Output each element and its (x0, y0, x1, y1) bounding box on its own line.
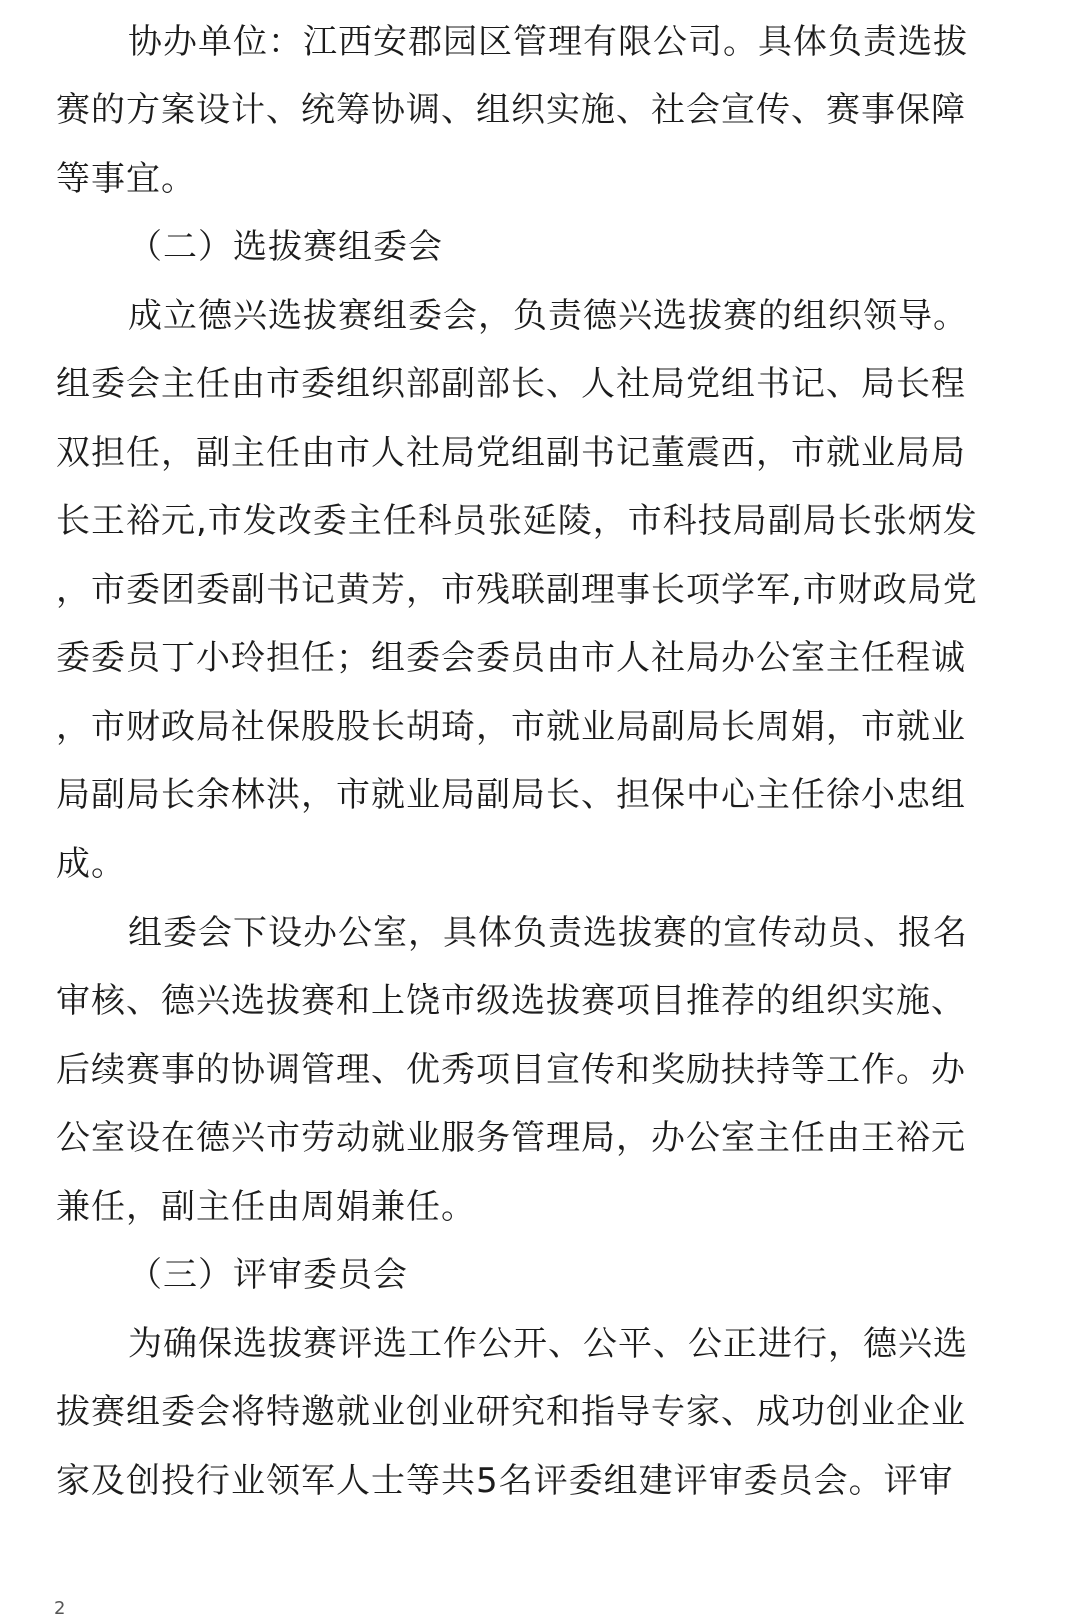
page-number: 2 (54, 1598, 66, 1619)
text-line: 兼任，副主任由周娟兼任。 (56, 1187, 476, 1227)
text-line: 家及创投行业领军人士等共5名评委组建评审委员会。评审 (56, 1461, 954, 1501)
text-line: 公室设在德兴市劳动就业服务管理局，办公室主任由王裕元 (56, 1118, 966, 1158)
text-line: 局副局长余林洪，市就业局副局长、担保中心主任徐小忠组 (56, 775, 966, 815)
text-line: 后续赛事的协调管理、优秀项目宣传和奖励扶持等工作。办 (56, 1050, 966, 1090)
text-line: ，市财政局社保股股长胡琦，市就业局副局长周娟，市就业 (56, 707, 966, 747)
section-heading: （二）选拔赛组委会 (128, 227, 443, 267)
text-line: 双担任，副主任由市人社局党组副书记董震西，市就业局局 (56, 433, 966, 473)
text-line: 成立德兴选拔赛组委会，负责德兴选拔赛的组织领导。 (128, 296, 968, 336)
text-line: 成。 (56, 844, 126, 884)
text-line: 等事宜。 (56, 159, 196, 199)
text-line: 审核、德兴选拔赛和上饶市级选拔赛项目推荐的组织实施、 (56, 981, 966, 1021)
text-line: 为确保选拔赛评选工作公开、公平、公正进行，德兴选 (128, 1324, 968, 1364)
text-line: 组委会下设办公室，具体负责选拔赛的宣传动员、报名 (128, 913, 968, 953)
text-line: 组委会主任由市委组织部副部长、人社局党组书记、局长程 (56, 364, 966, 404)
text-line: 拔赛组委会将特邀就业创业研究和指导专家、成功创业企业 (56, 1392, 966, 1432)
text-line: 长王裕元,市发改委主任科员张延陵，市科技局副局长张炳发 (56, 501, 978, 541)
text-line: 协办单位：江西安郡园区管理有限公司。具体负责选拔 (128, 22, 968, 62)
text-line: ，市委团委副书记黄芳，市残联副理事长项学军,市财政局党 (56, 570, 978, 610)
section-heading: （三）评审委员会 (128, 1255, 408, 1295)
text-line: 赛的方案设计、统筹协调、组织实施、社会宣传、赛事保障 (56, 90, 966, 130)
text-line: 委委员丁小玲担任；组委会委员由市人社局办公室主任程诚 (56, 638, 966, 678)
